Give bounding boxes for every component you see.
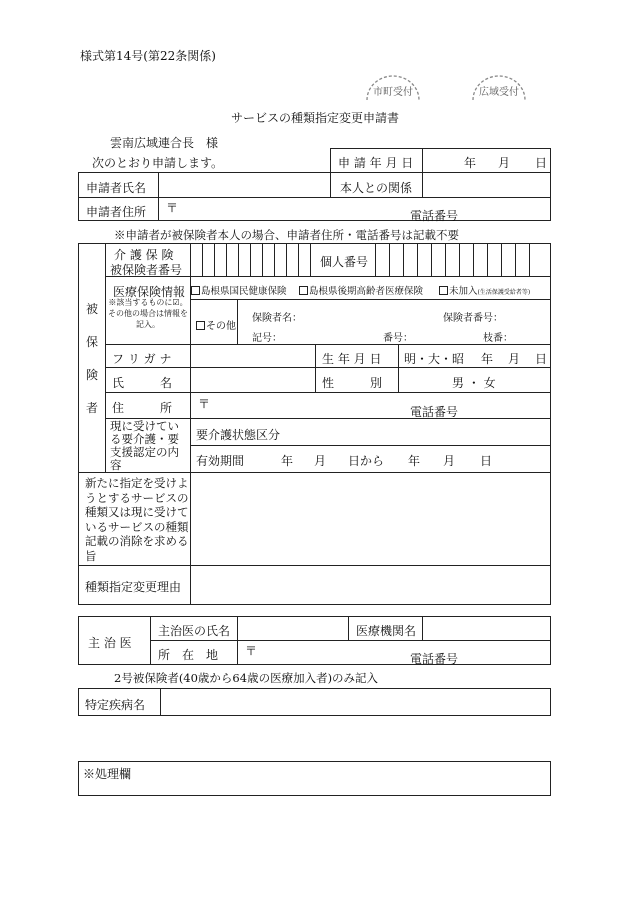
birthdate-label: 生 年 月 日 bbox=[322, 352, 382, 366]
disease-label: 特定疾病名 bbox=[85, 698, 146, 712]
applicant-name-label: 申請者氏名 bbox=[86, 181, 147, 195]
processing-label: ※処理欄 bbox=[83, 767, 132, 781]
care-number-label-1: 介 護 保 険 bbox=[114, 248, 174, 262]
applicant-address-field[interactable] bbox=[180, 199, 545, 219]
gender-options[interactable]: 男 ・ 女 bbox=[452, 376, 496, 390]
applicant-address-label: 申請者住所 bbox=[86, 205, 147, 219]
gender-label: 性 別 bbox=[322, 376, 383, 390]
application-date-year[interactable]: 年 bbox=[464, 156, 477, 170]
era-options[interactable]: 明・大・昭 bbox=[404, 352, 465, 366]
birth-year[interactable]: 年 bbox=[481, 352, 494, 366]
branch-label: 枝番： bbox=[483, 333, 513, 344]
insured-phone-label: 電話番号 bbox=[410, 405, 459, 419]
insured-label-4: 者 bbox=[85, 401, 98, 415]
doctor-section-label: 主 治 医 bbox=[88, 636, 132, 650]
insurer-name-label: 保険者名： bbox=[252, 313, 302, 324]
valid-period-label: 有効期間 bbox=[196, 454, 245, 468]
valid-from-day[interactable]: 日から bbox=[348, 454, 385, 468]
doctor-location-field[interactable] bbox=[258, 642, 546, 663]
insured-label-2: 保 bbox=[85, 335, 98, 349]
disease-note: 2号被保険者(40歳から64歳の医療加入者)のみ記入 bbox=[114, 671, 379, 685]
personal-number-field[interactable] bbox=[376, 244, 550, 276]
furigana-field[interactable] bbox=[192, 346, 314, 366]
doctor-postal-mark: 〒 bbox=[245, 644, 258, 658]
applicant-phone-label: 電話番号 bbox=[410, 209, 459, 223]
number-label: 番号： bbox=[383, 333, 413, 344]
option-none[interactable]: 未加入(生活保護受給者等) bbox=[439, 283, 530, 297]
postal-mark: 〒 bbox=[166, 201, 179, 215]
page-title: サービスの種類指定変更申請書 bbox=[230, 111, 399, 125]
application-date-month[interactable]: 月 bbox=[498, 156, 511, 170]
doctor-phone-label: 電話番号 bbox=[410, 652, 459, 666]
furigana-label: フ リ ガ ナ bbox=[112, 352, 172, 366]
birth-day[interactable]: 日 bbox=[535, 352, 548, 366]
valid-to-month[interactable]: 月 bbox=[443, 454, 456, 468]
institution-field[interactable] bbox=[424, 618, 548, 639]
stamp-wide-label: 広域受付 bbox=[479, 87, 519, 98]
insured-address-label: 住 所 bbox=[112, 401, 173, 415]
option-kokuho[interactable]: 島根県国民健康保険 bbox=[191, 283, 287, 297]
relation-field[interactable] bbox=[424, 174, 548, 196]
addressee: 雲南広域連合長 様 bbox=[110, 136, 219, 150]
birth-month[interactable]: 月 bbox=[508, 352, 521, 366]
application-date-label: 申 請 年 月 日 bbox=[338, 156, 414, 170]
symbol-label: 記号： bbox=[252, 333, 282, 344]
application-date-day[interactable]: 日 bbox=[535, 156, 548, 170]
care-level-field[interactable] bbox=[290, 420, 545, 442]
care-level-label: 要介護状態区分 bbox=[196, 428, 281, 442]
care-number-label-2: 被保険者番号 bbox=[110, 263, 183, 277]
insured-address-field[interactable] bbox=[212, 394, 546, 416]
insured-name-field[interactable] bbox=[192, 369, 314, 391]
stamp-city-reception bbox=[364, 72, 422, 102]
checkbox-icon[interactable] bbox=[439, 286, 448, 295]
insured-postal-mark: 〒 bbox=[198, 397, 211, 411]
stamp-wide-reception bbox=[470, 72, 528, 102]
checkbox-icon[interactable] bbox=[196, 321, 205, 330]
insured-name-label: 氏 名 bbox=[112, 376, 173, 390]
service-type-label: 新たに指定を受けようとするサービスの種類又は現に受けているサービスの種類記載の消除を求める旨 bbox=[85, 476, 189, 563]
request-text: 次のとおり申請します。 bbox=[92, 156, 224, 170]
institution-label: 医療機関名 bbox=[356, 624, 417, 638]
doctor-location-label: 所 在 地 bbox=[158, 648, 219, 662]
checkbox-icon[interactable] bbox=[191, 286, 200, 295]
valid-to-year[interactable]: 年 bbox=[408, 454, 421, 468]
doctor-name-field[interactable] bbox=[240, 618, 346, 639]
medical-info-note: ※該当するものに☑。その他の場合は情報を記入。 bbox=[108, 298, 188, 329]
applicant-name-field[interactable] bbox=[160, 174, 328, 196]
form-number: 様式第14号(第22条関係) bbox=[80, 49, 216, 63]
care-cert-label: 現に受けている要介護・要支援認定の内容 bbox=[110, 419, 179, 472]
change-reason-label: 種類指定変更理由 bbox=[85, 580, 182, 594]
medical-info-label: 医療保険情報 bbox=[113, 285, 186, 299]
valid-to-day[interactable]: 日 bbox=[480, 454, 493, 468]
applicant-note: ※申請者が被保険者本人の場合、申請者住所・電話番号は記載不要 bbox=[114, 228, 459, 242]
service-type-field[interactable] bbox=[192, 474, 548, 563]
valid-from-year[interactable]: 年 bbox=[281, 454, 294, 468]
stamp-city-label: 市町受付 bbox=[373, 87, 413, 98]
disease-field[interactable] bbox=[163, 690, 548, 714]
personal-number-label: 個人番号 bbox=[320, 255, 369, 269]
valid-from-month[interactable]: 月 bbox=[314, 454, 327, 468]
insured-label-3: 険 bbox=[85, 368, 98, 382]
checkbox-icon[interactable] bbox=[299, 286, 308, 295]
relation-label: 本人との関係 bbox=[340, 181, 413, 195]
insured-label-1: 被 bbox=[85, 302, 98, 316]
care-number-field[interactable] bbox=[191, 244, 310, 276]
change-reason-field[interactable] bbox=[192, 567, 548, 603]
insurer-number-label: 保険者番号： bbox=[443, 313, 503, 324]
option-koki[interactable]: 島根県後期高齢者医療保険 bbox=[299, 283, 423, 297]
doctor-name-label: 主治医の氏名 bbox=[158, 624, 231, 638]
option-other[interactable]: その他 bbox=[196, 317, 236, 332]
